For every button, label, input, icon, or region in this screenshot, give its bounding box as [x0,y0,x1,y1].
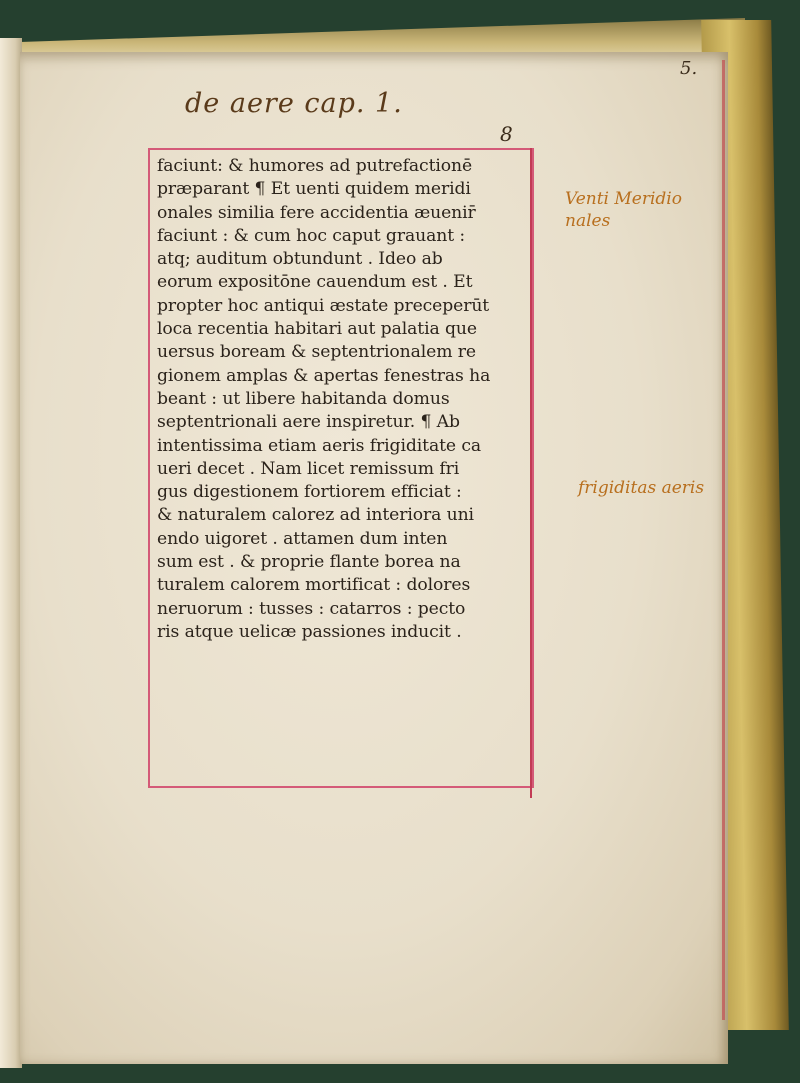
text-line: ueri decet . Nam licet remissum fri [157,458,460,479]
text-line: loca recentia habitari aut palatia que [157,319,477,340]
text-line: septentrionali aere inspiretur. ¶ Ab [157,412,460,433]
text-line: eorum expositōne cauendum est . Et [157,272,473,293]
corner-mark: 5. [680,58,698,79]
text-line: neruorum : tusses : catarros : pecto [157,598,466,619]
folio-number: 8 [500,122,513,146]
text-line: faciunt: & humores ad putrefactionē [157,156,473,176]
text-line: & naturalem calorez ad interiora uni [157,505,474,526]
text-line: gus digestionem fortiorem efficiat : [157,482,462,503]
marginal-note-venti: Venti Meridio nales [565,189,682,231]
handwritten-heading: de aere cap. 1. [185,88,403,119]
text-line: turalem calorem mortificat : dolores [157,575,471,596]
text-line: præparant ¶ Et uenti quidem meridi [157,179,471,200]
text-line: propter hoc antiqui æstate preceperūt [157,295,490,316]
text-line: atq; auditum obtundunt . Ideo ab [157,249,443,270]
text-line: gionem amplas & apertas fenestras ha [157,365,491,386]
text-line: ris atque uelicæ passiones inducit . [157,621,462,642]
red-page-edge [722,60,725,1020]
printed-text-block [157,155,537,644]
text-line: beant : ut libere habitanda domus [157,388,450,409]
text-line: sum est . & proprie flante borea na [157,552,461,573]
marginal-note-frigiditas: frigiditas aeris [578,478,705,498]
left-page-edge [0,38,22,1068]
text-line: faciunt : & cum hoc caput grauant : [157,225,466,246]
text-line: intentissima etiam aeris frigiditate ca [157,435,482,456]
text-line: endo uigoret . attamen dum inten [157,528,448,549]
text-line: uersus boream & septentrionalem re [157,342,476,363]
text-line: onales similia fere accidentia æuenir̄ [157,202,476,223]
